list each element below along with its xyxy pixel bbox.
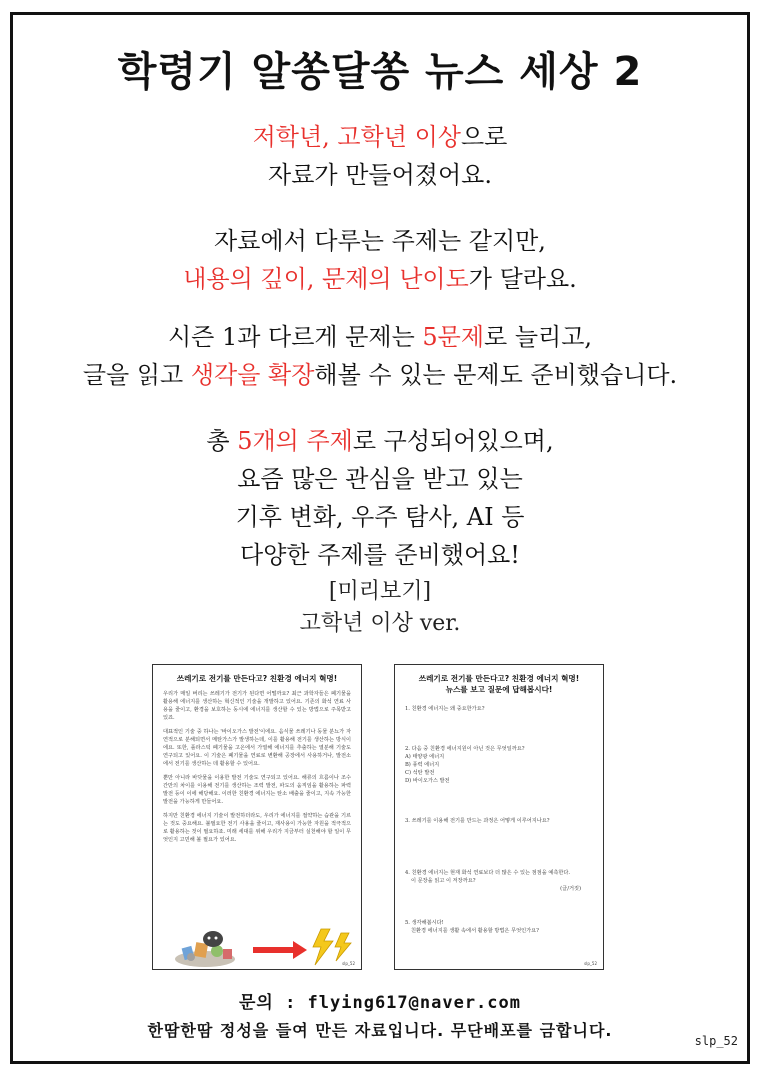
intro-text: 시즌 1과 다르게 문제는 — [167, 323, 423, 351]
highlighted-text: 5문제 — [422, 323, 485, 351]
intro-line — [0, 118, 760, 156]
article-paragraph: 우리가 매일 버리는 쓰레기가 전기가 된다면 어떨까요? 최근 과학자들은 폐기물을 활용해 에너지를 생산하는 혁신적인 기술을 개발하고 있어요. 기존의 화석 연료 사용을 줄이고, 환경을 보호하는 동시에 에너지를 생산할 수 있는 방법으로 주목받고 있죠. — [163, 691, 351, 721]
question-2-option: D) 바이오가스 발전 — [405, 778, 450, 784]
intro-text: 으로 — [460, 123, 508, 151]
question-2 — [405, 745, 595, 785]
lightning-icon — [313, 929, 351, 965]
intro-text: 다양한 주제를 준비했어요! — [240, 541, 520, 569]
intro-text: 총 — [206, 427, 238, 455]
intro-text: 가 달라요. — [468, 265, 577, 293]
intro-line — [0, 318, 760, 356]
intro-text: 해볼 수 있는 문제도 준비했습니다. — [314, 361, 678, 389]
preview-sheet-article — [152, 664, 362, 970]
highlighted-text: 생각을 확장 — [190, 361, 315, 389]
preview-label: [미리보기] — [328, 579, 432, 604]
question-2-text: 2. 다음 중 친환경 에너지원이 아닌 것은 무엇일까요? — [405, 746, 525, 752]
article-title: 쓰레기로 전기를 만든다고? 친환경 에너지 혁명! — [176, 674, 338, 683]
question-5 — [405, 919, 595, 935]
question-1: 1. 친환경 에너지는 왜 중요한가요? — [405, 706, 485, 712]
intro-text: 로 구성되어있으며, — [352, 427, 554, 455]
question-4-answer-format: (글/거짓) — [560, 886, 581, 892]
intro-text: 자료에서 다루는 주제는 같지만, — [214, 227, 546, 255]
sheet-page-number: slp_52 — [342, 961, 355, 966]
question-3: 3. 쓰레기를 이용해 전기를 만드는 과정은 어떻게 이루어지나요? — [405, 818, 550, 824]
intro-line — [0, 536, 760, 574]
intro-paragraph-3 — [0, 318, 760, 394]
intro-line — [0, 356, 760, 394]
questions-title-line-1: 쓰레기로 전기를 만든다고? 친환경 에너지 혁명! — [418, 674, 580, 683]
question-2-option: A) 태양광 에너지 — [405, 754, 445, 760]
intro-paragraph-4 — [0, 422, 760, 574]
document-code: slp_52 — [694, 1034, 738, 1048]
preview-heading — [0, 576, 760, 640]
trash-pile-icon — [175, 931, 235, 967]
trash-to-energy-illustration — [165, 927, 355, 967]
article-paragraph: 대표적인 기술 중 하나는 '바이오가스 발전'이에요. 음식물 쓰레기나 동물 분뇨가 자연적으로 분해되면서 메탄가스가 발생하는데, 이를 활용해 전기를 생산하는 방식이에요. 또한, 플라스틱 폐기물을 고온에서 가열해 에너지를 추출하는 열분해 기술도 연구되고 있어요. 이 기술은 폐기물을 연료로 변환해 공장에서 사용하거나, 발전소에서 전기를 생산하는 데 활용할 수 있어요. — [163, 729, 351, 767]
preview-sheet-questions — [394, 664, 604, 970]
intro-text: 자료가 만들어졌어요. — [268, 161, 492, 189]
highlighted-text: 저학년, 고학년 이상 — [252, 123, 461, 151]
intro-text: 기후 변화, 우주 탐사, AI 등 — [235, 503, 525, 531]
intro-line — [0, 156, 760, 194]
question-4 — [405, 869, 595, 893]
sheet-page-number: slp_52 — [584, 961, 597, 966]
page-title: 학령기 알쏭달쏭 뉴스 세상 2 — [117, 49, 643, 95]
intro-text: 글을 읽고 — [82, 361, 191, 389]
intro-line — [0, 460, 760, 498]
intro-line — [0, 422, 760, 460]
arrow-right-icon — [253, 941, 307, 959]
question-5-line-2: 친환경 에너지를 생활 속에서 활용할 방법은 무엇인가요? — [411, 928, 539, 934]
intro-text: 요즘 많은 관심을 받고 있는 — [237, 465, 523, 493]
highlighted-text: 내용의 깊이, 문제의 난이도 — [183, 265, 469, 293]
article-paragraph: 뿐만 아니라 바닷물을 이용한 발전 기술도 연구되고 있어요. 해류의 흐름이나 조수 간만의 차이를 이용해 전기를 생산하는 조력 발전, 파도의 움직임을 활용하는 파력 발전 등이 이에 해당해요. 이러한 친환경 에너지는 탄소 배출을 줄이고, 지속 가능한 발전을 가능하게 만들어요. — [163, 775, 351, 805]
intro-paragraph-2 — [0, 222, 760, 298]
intro-paragraph-1 — [0, 118, 760, 194]
intro-text: 로 늘리고, — [484, 323, 593, 351]
question-2-option: C) 석탄 발전 — [405, 770, 435, 776]
copyright-notice: 한땀한땀 정성을 들여 만든 자료입니다. 무단배포를 금합니다. — [147, 1021, 613, 1040]
intro-line — [0, 260, 760, 298]
questions-title — [395, 673, 603, 695]
article-body — [153, 684, 361, 844]
questions-title-line-2: 뉴스를 보고 질문에 답해봅시다! — [445, 685, 553, 694]
preview-version: 고학년 이상 ver. — [299, 611, 461, 636]
intro-line — [0, 498, 760, 536]
highlighted-text: 5개의 주제 — [237, 427, 353, 455]
question-5-line-1: 5. 생각해봅시다! — [405, 920, 444, 926]
article-paragraph: 하지만 친환경 에너지 기술이 발전하더라도, 우리가 에너지를 절약하는 습관을 기르는 것도 중요해요. 불필요한 전기 사용을 줄이고, 재사용이 가능한 자원을 적극적으로 활용하는 것이 필요하죠. 미래 세대를 위해 우리가 지금부터 실천해야 할 일이 무엇인지 고민해 볼 필요가 있어요. — [163, 813, 351, 843]
question-4-line-2: 이 문장을 읽고 이 저장까요? — [411, 878, 476, 884]
intro-line — [0, 222, 760, 260]
contact-email: 문의 : flying617@naver.com — [238, 993, 521, 1013]
question-2-option: B) 풍력 에너지 — [405, 762, 440, 768]
question-4-line-1: 4. 친환경 에너지는 현재 화석 연료보다 더 많은 수 있는 점점을 예측한다. — [405, 870, 571, 876]
